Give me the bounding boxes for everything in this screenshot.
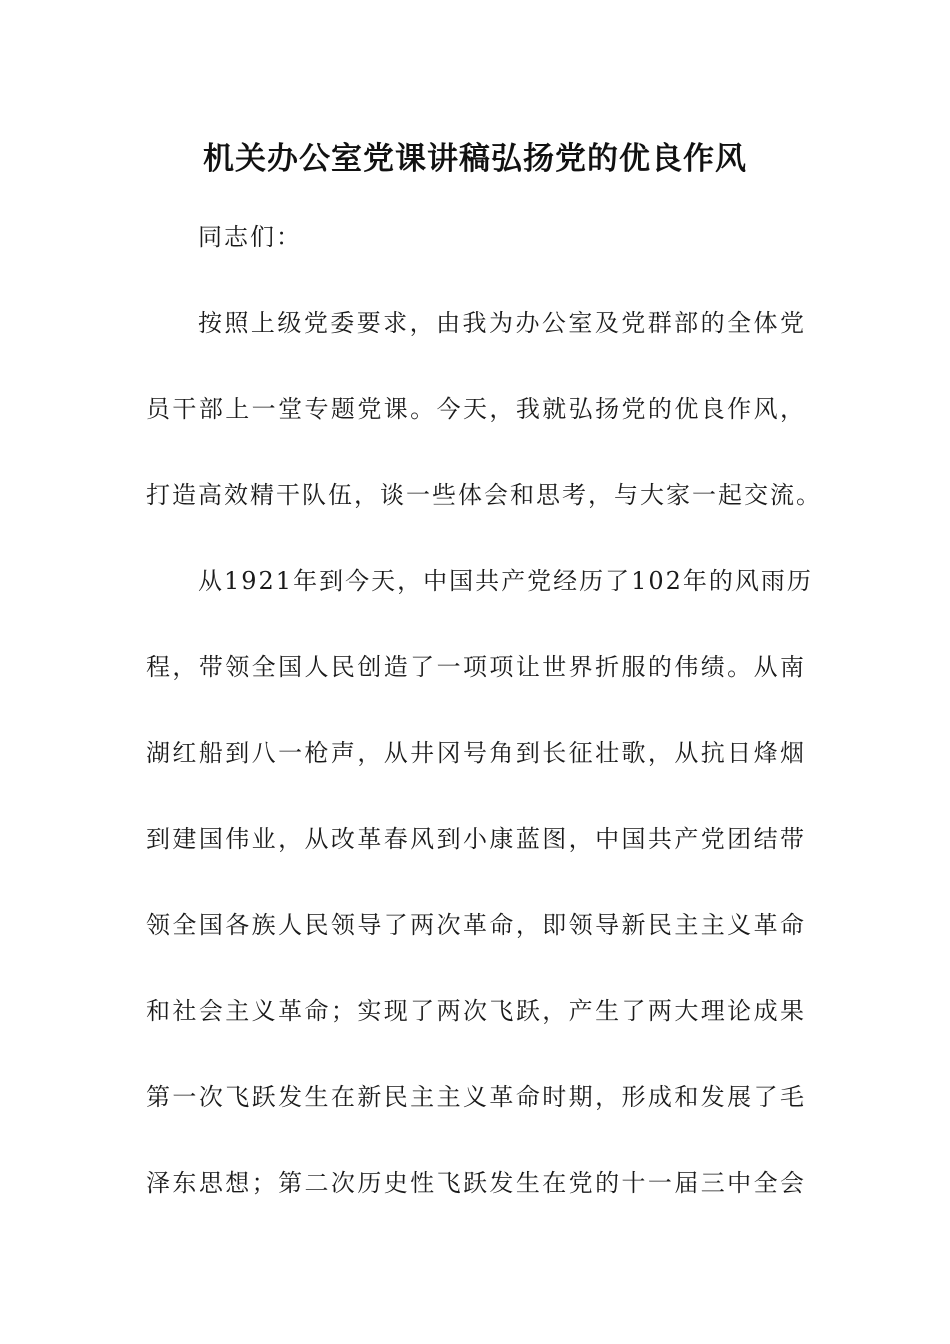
paragraph-1-line-3: 打造高效精干队伍，谈一些体会和思考，与大家一起交流。 <box>146 481 822 509</box>
paragraph-2-line-1: 从1921年到今天，中国共产党经历了102年的风雨历 <box>198 567 813 595</box>
paragraph-1-line-1: 按照上级党委要求，由我为办公室及党群部的全体党 <box>198 309 806 337</box>
paragraph-1-line-2: 员干部上一堂专题党课。今天，我就弘扬党的优良作风， <box>146 395 806 423</box>
paragraph-2-line-7: 第一次飞跃发生在新民主主义革命时期，形成和发展了毛 <box>146 1083 806 1111</box>
paragraph-2-line-2: 程，带领全国人民创造了一项项让世界折服的伟绩。从南 <box>146 653 806 681</box>
paragraph-2-line-4: 到建国伟业，从改革春风到小康蓝图，中国共产党团结带 <box>146 825 806 853</box>
paragraph-2-line-8: 泽东思想；第二次历史性飞跃发生在党的十一届三中全会 <box>146 1169 806 1197</box>
paragraph-2-line-5: 领全国各族人民领导了两次革命，即领导新民主主义革命 <box>146 911 806 939</box>
salutation-line: 同志们： <box>198 223 302 251</box>
paragraph-2-line-6: 和社会主义革命；实现了两次飞跃，产生了两大理论成果 <box>146 997 806 1025</box>
paragraph-2-line-3: 湖红船到八一枪声，从井冈号角到长征壮歌，从抗日烽烟 <box>146 739 806 767</box>
document-title: 机关办公室党课讲稿弘扬党的优良作风 <box>203 141 747 177</box>
